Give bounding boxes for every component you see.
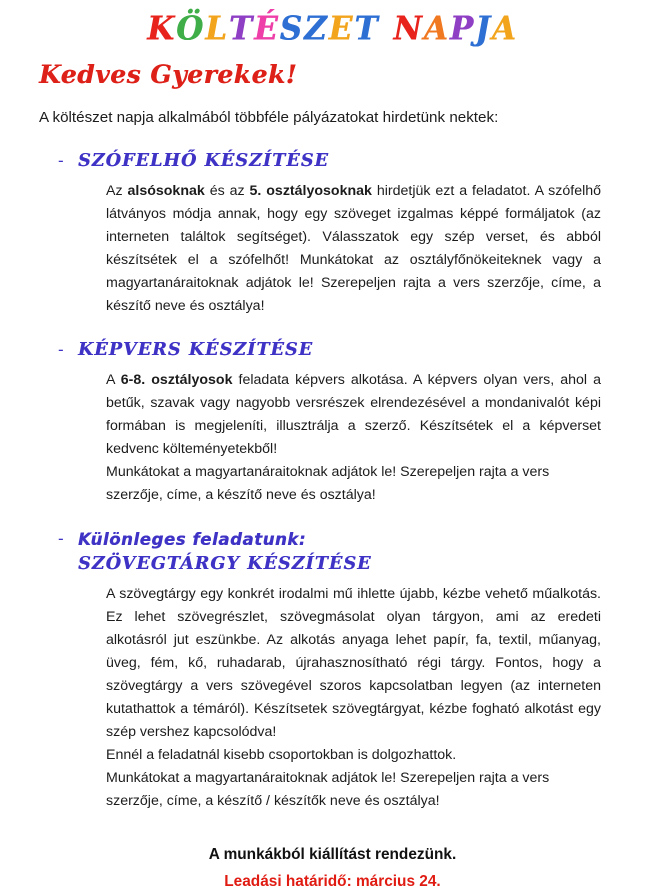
body-run: Munkátokat a magyartanáraitoknak adjátok le! Szerepeljen rajta a vers szerzője, címe, a készítő / készítők neve és osztálya! [106,770,550,810]
emphasis-text: alsósoknak [127,183,205,200]
bullet-dash-icon: - [58,529,64,549]
title-letter: Ö [176,10,206,48]
title-letter: J [475,10,492,48]
section-heading: Különleges feladatunk: [78,530,307,550]
section-paragraph [106,583,601,744]
bullet-dash-icon: - [58,340,64,360]
body-run: Az [106,183,128,200]
title-letter: T [354,10,380,48]
section-heading-row [58,529,645,550]
title-letter: A [491,10,518,48]
intro-paragraph: A költészet napja alkalmából többféle pályázatokat hirdetünk nektek: [39,108,499,126]
sections-container [20,151,645,813]
title-letter: É [254,10,280,48]
body-run: Munkátokat a magyartanáraitoknak adjátok le! Szerepeljen rajta a vers szerzője, címe, a készítő neve és osztálya! [106,464,550,504]
section-paragraph [106,461,601,507]
section-heading-row [58,340,645,362]
title-letter: N [393,10,424,48]
section-heading: SZÓFELHŐ KÉSZÍTÉSE [78,151,329,172]
body-run: Ennél a feladatnál kisebb csoportokban is dolgozhattok. [106,747,457,764]
emphasis-text: 6-8. osztályosok [120,372,233,389]
bullet-dash-icon: - [58,151,64,171]
title-letter: P [449,10,476,48]
section [20,151,645,318]
section-paragraph [106,180,601,318]
title-letter: A [423,10,450,48]
title-letter: T [228,10,254,48]
section-heading-row [58,151,645,173]
section-paragraph [106,369,601,461]
document-title [20,10,645,48]
title-letter: Z [304,10,329,48]
footer [20,843,645,893]
body-run: A [106,372,121,389]
body-run: A szövegtárgy egy konkrét irodalmi mű ihlette újabb, kézbe vehető műalkotás. Ez lehet szövegrészlet, szövegmásolat olyan tárgyon, ami az eredeti alkotásról jut eszünkbe. Az alkotás anyaga lehet papír, fa, textil, műanyag, üveg, fém, kő, ruhadarab, újrahasznosítható régi tárgy. Fontos, hogy a szövegtárgy a vers szövegével szoros kapcsolatban legyen (az interneten kutathattok a témáról). Készítsetek szövegtárgyat, kézbe fogható alkotást egy szép vershez kapcsolódva! [106,586,601,741]
body-run: hirdetjük ezt a feladatot. A szófelhő látványos módja annak, hogy egy szöveget izgalmas képpé formáljatok (az interneten találtok segítséget). Válasszatok egy szép verset, és abból készítsétek el a szófelhőt! Munkátokat az osztályfőnökeiteknek vagy a magyartanáraitoknak adjátok le! Szerepeljen rajta a vers szerzője, címe, a készítő neve és osztálya! [106,183,602,315]
body-run: feladata képvers alkotása. A képvers olyan vers, ahol a betűk, szavak vagy nagyobb versrészek elrendezésével a mondanivalót képi formában is megjeleníti, illusztrálja a szerző. Készítsétek el a képverset kedvenc költeményetekből! [106,372,601,458]
emphasis-text: 5. osztályosoknak [249,183,372,200]
exhibition-note: A munkákból kiállítást rendezünk. [208,846,457,864]
section [20,529,645,813]
deadline-note: Leadási határidő: március 24. [224,873,441,891]
section-subheading: SZÖVEGTÁRGY KÉSZÍTÉSE [78,554,372,575]
section [20,340,645,507]
title-letter: S [279,10,305,48]
title-letter: E [328,10,355,48]
greeting-heading: Kedves Gyerekek! [39,60,298,89]
section-paragraph [106,744,601,767]
title-letter: K [147,10,177,48]
section-heading: KÉPVERS KÉSZÍTÉSE [78,340,314,361]
section-paragraph [106,767,601,813]
title-letter: L [205,10,229,48]
body-run: és az [204,183,250,200]
